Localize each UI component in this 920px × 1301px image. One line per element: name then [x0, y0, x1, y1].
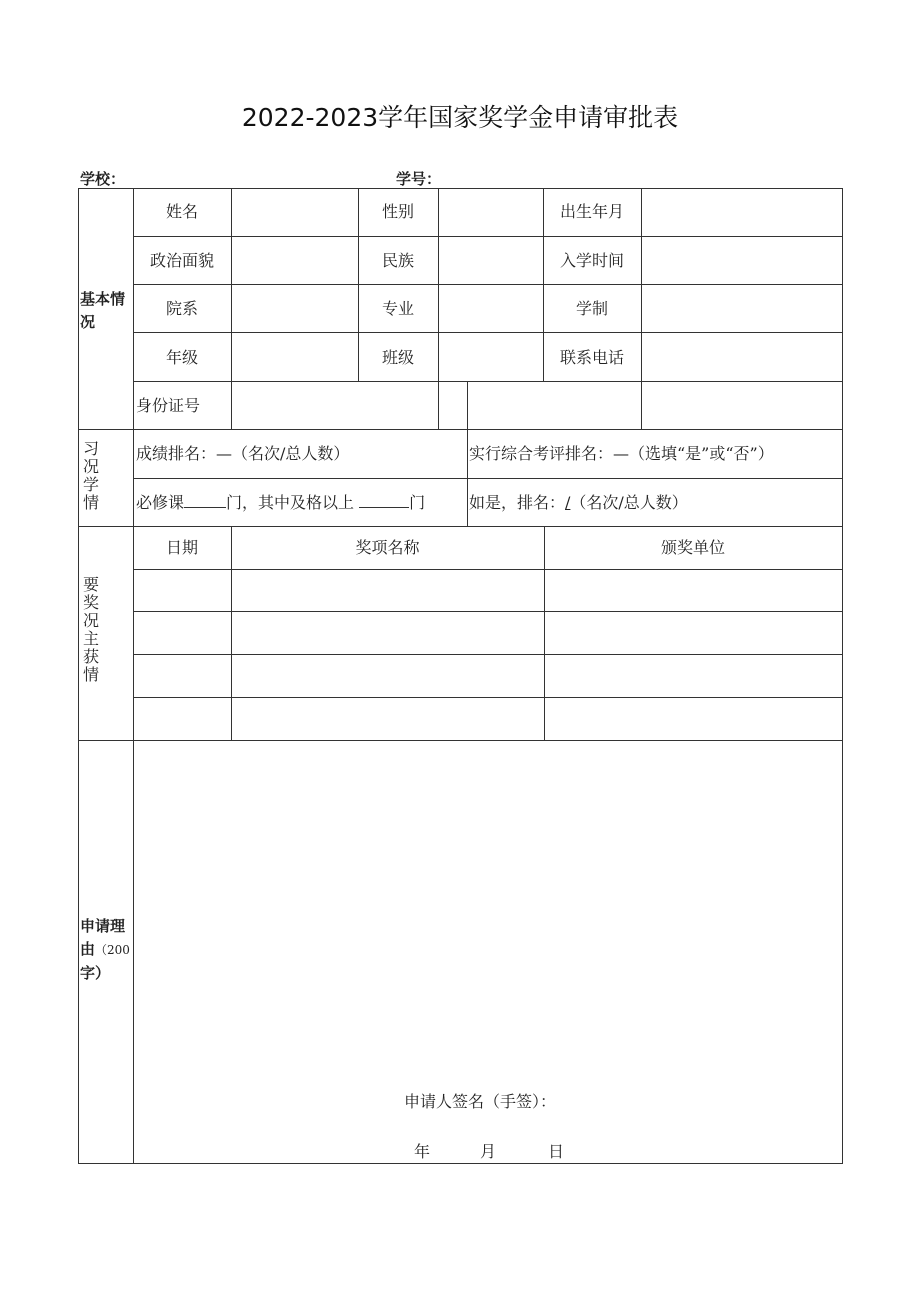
section-reason-label: 申请理 由（200 字） — [80, 917, 130, 982]
required-count-blank[interactable] — [184, 493, 226, 508]
signature-label: 申请人签名（手签）： — [404, 1092, 557, 1111]
passed-count-blank[interactable] — [359, 493, 409, 508]
enroll-label: 入学时间 — [559, 251, 624, 270]
award-date-header: 日期 — [165, 538, 198, 557]
duration-field[interactable] — [642, 285, 842, 332]
page-title: 2022-2023学年国家奖学金申请审批表 — [241, 103, 679, 132]
section-study-label-col2: 学 情 — [82, 475, 99, 512]
major-field[interactable] — [439, 285, 543, 332]
grade-field[interactable] — [232, 333, 358, 381]
award-issuer-header: 颁奖单位 — [660, 538, 725, 557]
class-field[interactable] — [439, 333, 543, 381]
required-courses-line: 必修课 门，其中及格以上 门 — [136, 493, 426, 512]
student-no-label: 学号： — [396, 170, 442, 188]
id-number-field[interactable] — [232, 382, 438, 429]
political-field[interactable] — [232, 237, 358, 284]
major-label: 专业 — [381, 299, 414, 318]
ethnic-field[interactable] — [439, 237, 543, 284]
enroll-field[interactable] — [642, 237, 842, 284]
section-basic-label: 基本情 况 — [80, 290, 126, 331]
date-month-label: 月 — [480, 1142, 497, 1161]
section-study-label-col1: 习 况 — [82, 439, 99, 476]
date-day-label: 日 — [548, 1142, 565, 1161]
award-name-header: 奖项名称 — [355, 538, 420, 557]
duration-label: 学制 — [575, 299, 608, 318]
if-yes-rank-line: 如是，排名：/（名次/总人数） — [469, 493, 688, 512]
school-label: 学校： — [80, 170, 126, 188]
gender-label: 性别 — [381, 202, 414, 221]
gender-field[interactable] — [439, 189, 543, 236]
ethnic-label: 民族 — [381, 251, 414, 270]
rank-label: 成绩排名：—（名次/总人数） — [136, 444, 350, 463]
reason-text-area[interactable] — [134, 741, 842, 1081]
date-year-label: 年 — [414, 1142, 431, 1161]
name-label: 姓名 — [165, 202, 198, 221]
political-label: 政治面貌 — [149, 251, 214, 270]
id-number-label: 身份证号 — [136, 396, 201, 415]
phone-label: 联系电话 — [559, 348, 624, 367]
section-awards-label-col2: 主 获 情 — [82, 629, 99, 684]
section-awards-label-col1: 要 奖 况 — [82, 575, 99, 630]
department-label: 院系 — [165, 299, 198, 318]
eval-label: 实行综合考评排名：—（选填“是”或“否”） — [469, 444, 774, 463]
name-field[interactable] — [232, 189, 358, 236]
phone-field[interactable] — [642, 333, 842, 381]
department-field[interactable] — [232, 285, 358, 332]
birth-field[interactable] — [642, 189, 842, 236]
grade-label: 年级 — [165, 348, 198, 367]
class-label: 班级 — [381, 348, 414, 367]
birth-label: 出生年月 — [559, 202, 624, 221]
